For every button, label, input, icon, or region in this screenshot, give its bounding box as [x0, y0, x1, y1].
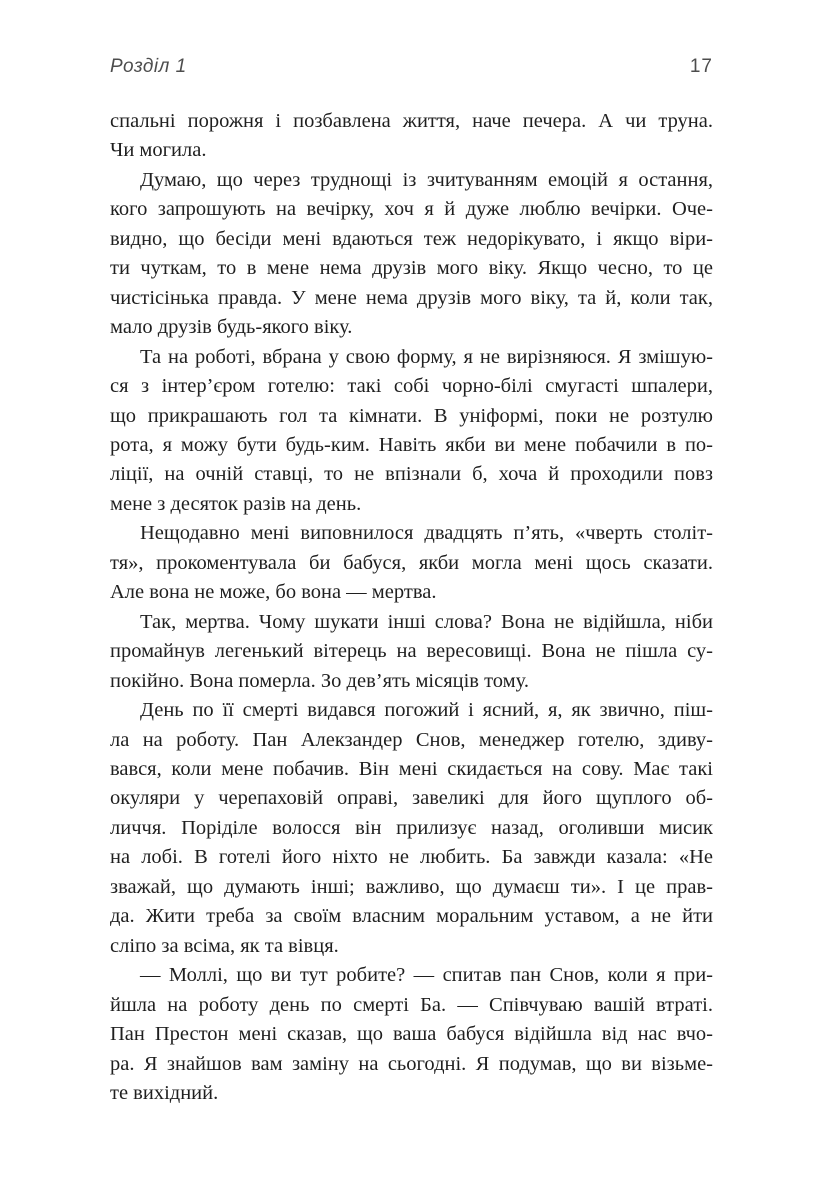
- text-line: покійно. Вона померла. Зо дев’ять місяців тому.: [110, 669, 529, 692]
- paragraph: [110, 166, 713, 343]
- text-line: рота, я можу бути будь-ким. Навіть якби ви мене побачили в по-: [110, 433, 713, 456]
- paragraph: [110, 343, 713, 520]
- text-line: мало друзів будь-якого віку.: [110, 316, 353, 339]
- text-line: да. Жити треба за своїм власним моральним уставом, а не йти: [110, 905, 713, 928]
- text-line: що прикрашають гол та кімнати. В уніформі, поки не розтулю: [110, 404, 713, 427]
- text-line: Думаю, що через труднощі із зчитуванням емоцій я остання,: [140, 168, 713, 191]
- text-line: те вихідний.: [110, 1081, 219, 1104]
- text-line: Чи могила.: [110, 139, 207, 162]
- text-line: ти чуткам, то в мене нема друзів мого віку. Якщо чесно, то це: [110, 257, 713, 280]
- paragraph: [110, 519, 713, 607]
- page-number: 17: [689, 56, 713, 77]
- text-line: ся з інтер’єром готелю: такі собі чорно-білі смугасті шпалери,: [110, 375, 713, 398]
- paragraph: [110, 608, 713, 696]
- page-content: [110, 56, 713, 1108]
- text-line: спальні порожня і позбавлена життя, наче печера. А чи труна.: [110, 110, 713, 132]
- text-line: промайнув легенький вітерець на вересовищі. Вона не пішла су-: [110, 640, 713, 663]
- text-line: ла на роботу. Пан Алекзандер Снов, менеджер готелю, здиву-: [110, 728, 713, 751]
- text-line: чистісінька правда. У мене нема друзів мого віку, та й, коли так,: [110, 286, 713, 309]
- text-line: Нещодавно мені виповнилося двадцять п’ять, «чверть століт-: [140, 522, 713, 545]
- text-line: Так, мертва. Чому шукати інші слова? Вона не відійшла, ніби: [140, 610, 713, 633]
- text-line: Пан Престон мені сказав, що ваша бабуся відійшла від нас вчо-: [110, 1023, 713, 1046]
- text-line: Але вона не може, бо вона — мертва.: [110, 581, 437, 604]
- text-line: на лобі. В готелі його ніхто не любить. Ба завжди казала: «Не: [110, 846, 713, 869]
- text-line: йшла на роботу день по смерті Ба. — Співчуваю вашій втраті.: [110, 993, 713, 1016]
- text-line: видно, що бесіди мені вдаються теж недорікувато, і якщо віри-: [110, 227, 713, 250]
- text-line: сліпо за всіма, як та вівця.: [110, 934, 339, 957]
- paragraph: [110, 107, 713, 166]
- text-line: Та на роботі, вбрана у свою форму, я не вирізняюся. Я змішую-: [140, 345, 713, 368]
- chapter-label: Розділ 1: [110, 56, 187, 77]
- text-line: вався, коли мене побачив. Він мені скидається на сову. Має такі: [110, 757, 713, 780]
- text-line: тя», прокоментувала би бабуся, якби могла мені щось сказати.: [110, 551, 713, 574]
- text-line: кого запрошують на вечірку, хоч я й дуже люблю вечірки. Оче-: [110, 198, 713, 221]
- body-text: [110, 107, 713, 1108]
- text-line: зважай, що думають інші; важливо, що думаєш ти». І це прав-: [110, 875, 713, 898]
- text-line: ліції, на очній ставці, то не впізнали б, хоча й проходили повз: [110, 463, 713, 486]
- text-line: — Моллі, що ви тут робите? — спитав пан Снов, коли я при-: [140, 964, 713, 987]
- text-line: День по її смерті видався погожий і ясний, я, як звично, піш-: [140, 699, 713, 722]
- paragraph: [110, 961, 713, 1108]
- running-header: [110, 56, 713, 80]
- text-line: мене з десяток разів на день.: [110, 492, 362, 515]
- text-line: окуляри у черепаховій оправі, завеликі для його щуплого об-: [110, 787, 713, 810]
- text-line: ра. Я знайшов вам заміну на сьогодні. Я подумав, що ви візьме-: [110, 1052, 713, 1075]
- text-line: личчя. Поріділе волосся він прилизує назад, оголивши мисик: [110, 816, 713, 839]
- paragraph: [110, 696, 713, 961]
